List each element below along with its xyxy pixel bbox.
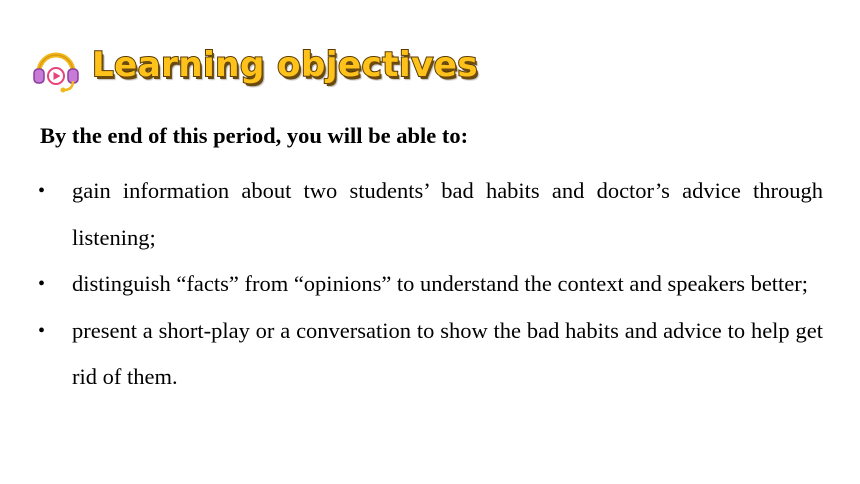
page-title: Learning objectives	[92, 45, 479, 85]
objective-text: distinguish “facts” from “opinions” to understand the context and speakers better;	[72, 271, 809, 296]
header	[30, 40, 478, 96]
objective-item	[0, 168, 860, 261]
objectives-list	[0, 168, 860, 401]
objective-item	[0, 261, 860, 308]
objective-text: gain information about two students’ bad habits and doctor’s advice through listening;	[72, 178, 823, 250]
headphones-play-icon	[30, 42, 82, 94]
bullet-marker: •	[38, 319, 46, 342]
bullet-marker: •	[38, 180, 46, 202]
bullet-marker: •	[38, 273, 46, 295]
objective-text: present a short-play or a conversation to show the bad habits and advice to help get rid of them.	[72, 317, 823, 389]
objective-item	[0, 308, 860, 401]
intro-text: By the end of this period, you will be able to:	[40, 123, 469, 148]
